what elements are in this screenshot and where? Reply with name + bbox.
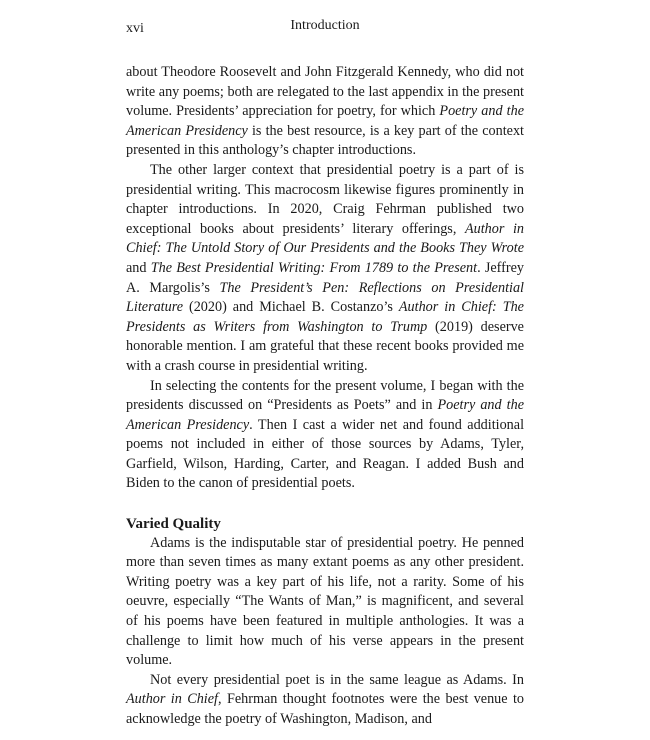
text-run: (2020) and Michael B. Costanzo’s (183, 299, 399, 316)
text-run: . Then I cast a wider net and found additional poems not included in either of those sources by Adams, Tyler, Garfield, Wilson, Harding, Carter, and Reagan. I added Bush and Biden to the canon of presidential poets. (126, 416, 525, 492)
text-run: is the best resource, is a key part of the context presented in this anthology’s chapter introductions. (126, 122, 524, 159)
book-title: The Best Presidential Writing: From 1789 to the Present (150, 259, 478, 276)
book-title: The President’s Pen: Reflections on Presidential Literature (126, 279, 524, 316)
text-run: , Fehrman thought footnotes were the best venue to acknowledge the poetry of Washington, Madison, and (126, 691, 525, 727)
text-run: Adams is the indisputable star of presidential poetry. He penned more than seven times as many extant poems as any other president. Writing poetry was a key part of his life, not a rarity. Some of his oeuvre, especially “The Wants of Man,” is magnificent, and several of his poems have been featured in multiple anthologies. It was a challenge to limit how much of his verse appears in the present volume. (126, 534, 524, 669)
text-run: The other larger context that presidential poetry is a part of is presidential writing. This macrocosm likewise figures prominently in chapter introductions. In 2020, Craig Fehrman published two exceptional books about presidents’ literary offerings, (126, 161, 524, 237)
book-title: Author in Chief: The Presidents as Writers from Washington to Trump (126, 299, 524, 335)
text-run: and (126, 259, 151, 276)
running-title: Introduction (290, 18, 360, 33)
text-run: . Jeffrey A. Margolis’s (126, 259, 524, 296)
text-run: about Theodore Roosevelt and John Fitzgerald Kennedy, who did not write any poems; both are relegated to the last appendix in the present volume. Presidents’ appreciation for poetry, for which (126, 64, 524, 120)
paragraph-5 (126, 671, 524, 730)
section-heading: Varied Quality (126, 515, 221, 532)
body-text (126, 63, 524, 730)
paragraph-2 (126, 161, 524, 377)
text-run: Not every presidential poet is in the same league as Adams. In (150, 671, 524, 688)
running-head (126, 16, 524, 36)
book-title: Author in Chief: The Untold Story of Our Presidents and the Books They Wrote (126, 220, 524, 257)
paragraph-1 (126, 63, 524, 161)
text-run: In selecting the contents for the present volume, I began with the presidents discussed on “Presidents as Poets” and in (126, 377, 524, 414)
paragraph-3 (126, 377, 524, 495)
book-title: Author in Chief (126, 691, 218, 708)
page-number: xvi (126, 21, 144, 36)
book-title: Poetry and the American Presidency (126, 103, 524, 139)
paragraph-4 (126, 534, 524, 671)
book-title: Poetry and the American Presidency (126, 397, 524, 433)
text-run: (2019) deserve honorable mention. I am grateful that these recent books provided me with a crash course in presidential writing. (126, 318, 524, 374)
